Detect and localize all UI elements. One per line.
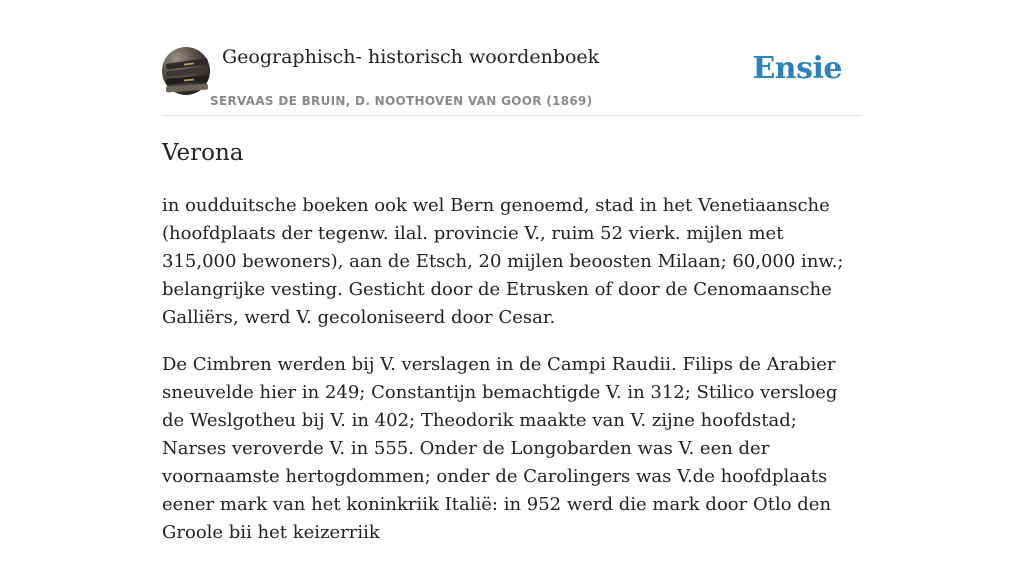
entry-body bbox=[162, 192, 862, 566]
entry-paragraph: De Cimbren werden bij V. verslagen in de Campi Raudii. Filips de Arabier sneuvelde hier in 249; Constantijn bemachtigde V. in 312; Stilico versloeg de Weslgotheu bij V. in 402; Theodorik maakte van V. zijne hoofdstad; Narses veroverde V. in 555. Onder de Longobarden was V. een der voornaamste hertogdommen; onder de Carolingers was V.de hoofdplaats eener mark van het koninkriik Italië: in 952 werd die mark door Otlo den Groole bii het keizerriik bbox=[162, 354, 838, 543]
entry-term: Verona bbox=[162, 140, 244, 166]
book-title-link[interactable]: Geographisch- historisch woordenboek bbox=[222, 46, 600, 68]
book-avatar[interactable] bbox=[162, 47, 210, 95]
page bbox=[162, 0, 862, 543]
book-authors: SERVAAS DE BRUIN, D. NOOTHOVEN VAN GOOR (1869) bbox=[210, 94, 593, 108]
book-spine-icon bbox=[166, 84, 208, 93]
ensie-logo-link[interactable]: Ensie bbox=[752, 51, 842, 86]
entry-paragraph: in oudduitsche boeken ook wel Bern genoemd, stad in het Venetiaansche (hoofdplaats der tegenw. ilal. provincie V., ruim 52 vierk. mijlen met 315,000 bewoners), aan de Etsch, 20 mijlen beoosten Milaan; 60,000 inw.; belangrijke vesting. Gesticht door de Etrusken of door de Cenomaansche Galliërs, werd V. gecoloniseerd door Cesar. bbox=[162, 195, 844, 328]
book-header bbox=[162, 0, 862, 116]
